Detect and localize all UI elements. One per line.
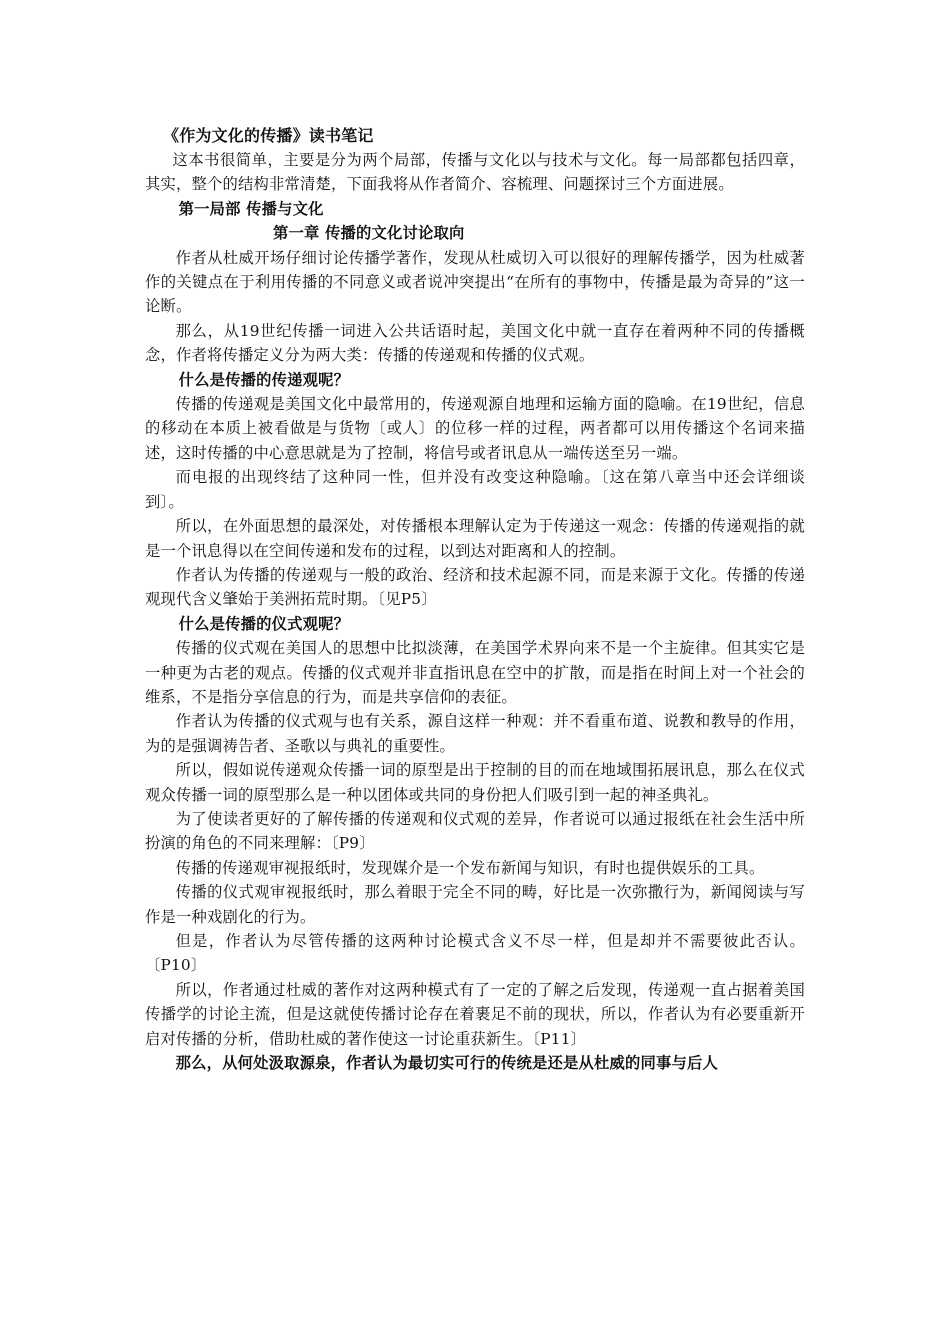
paragraph: 传播的仪式观在美国人的思想中比拟淡薄，在美国学术界向来不是一个主旋律。但其实它是一种更为古老的观点。传播的仪式观并非直指讯息在空中的扩散，而是指在时间上对一个社会的维系，不是指分享信息的行为，而是共享信仰的表征。 [145,639,805,706]
paragraph: 为了使读者更好的了解传播的传递观和仪式观的差异，作者说可以通过报纸在社会生活中所扮演的角色的不同来理解：〔P9〕 [145,809,805,853]
intro-paragraph: 这本书很简单，主要是分为两个局部，传播与文化以与技术与文化。每一局部都包括四章，其实，整个的结构非常清楚，下面我将从作者简介、容梳理、问题探讨三个方面进展。 [145,151,805,194]
document-body [145,124,805,1075]
paragraph: 传播的传递观是美国文化中最常用的，传递观源自地理和运输方面的隐喻。在19世纪，信息的移动在本质上被看做是与货物〔或人〕的位移一样的过程，两者都可以用传播这个名词来描述，这时传播的中心意思就是为了控制，将信号或者讯息从一端传送至另一端。 [145,395,805,462]
section-heading: 什么是传播的仪式观呢？ [178,614,350,633]
paragraph: 所以，作者通过杜威的著作对这两种模式有了一定的了解之后发现，传递观一直占据着美国传播学的讨论主流，但是这就使传播讨论存在着裹足不前的现状，所以，作者认为有必要重新开启对传播的分析，借助杜威的著作使这一讨论重获新生。〔P11〕 [145,980,805,1048]
paragraph: 那么，从19世纪传播一词进入公共话语时起，美国文化中就一直存在着两种不同的传播概念，作者将传播定义分为两大类：传播的传递观和传播的仪式观。 [145,321,805,365]
paragraph: 所以，假如说传递观众传播一词的原型是出于控制的目的而在地域围拓展讯息，那么在仪式观众传播一词的原型那么是一种以团体或共同的身份把人们吸引到一起的神圣典礼。 [145,761,805,804]
paragraph: 但是，作者认为尽管传播的这两种讨论模式含义不尽一样，但是却并不需要彼此否认。〔P10〕 [145,932,805,975]
part-heading: 第一局部 传播与文化 [178,199,324,218]
paragraph: 作者从杜威开场仔细讨论传播学著作，发现从杜威切入可以很好的理解传播学，因为杜威著作的关键点在于利用传播的不同意义或者说冲突提出“在所有的事物中，传播是最为奇异的”这一论断。 [145,248,805,316]
document-title: 《作为文化的传播》读书笔记 [163,126,374,145]
section-heading: 什么是传播的传递观呢？ [178,370,350,389]
paragraph: 所以，在外面思想的最深处，对传播根本理解认定为于传递这一观念：传播的传递观指的就是一个讯息得以在空间传递和发布的过程，以到达对距离和人的控制。 [145,517,805,560]
chapter-heading: 第一章 传播的文化讨论取向 [273,224,465,243]
paragraph: 作者认为传播的仪式观与也有关系，源自这样一种观：并不看重布道、说教和教导的作用，为的是强调祷告者、圣歌以与典礼的重要性。 [145,712,805,755]
paragraph: 传播的仪式观审视报纸时，那么着眼于完全不同的畴，好比是一次弥撒行为，新闻阅读与写作是一种戏剧化的行为。 [145,883,805,926]
paragraph-bold: 那么，从何处汲取源泉，作者认为最切实可行的传统是还是从杜威的同事与后人 [175,1054,718,1073]
paragraph: 而电报的出现终结了这种同一性，但并没有改变这种隐喻。〔这在第八章当中还会详细谈到〕。 [145,468,805,511]
paragraph: 作者认为传播的传递观与一般的政治、经济和技术起源不同，而是来源于文化。传播的传递观现代含义肇始于美洲拓荒时期。〔见P5〕 [145,565,805,609]
paragraph: 传播的传递观审视报纸时，发现媒介是一个发布新闻与知识，有时也提供娱乐的工具。 [175,858,765,877]
